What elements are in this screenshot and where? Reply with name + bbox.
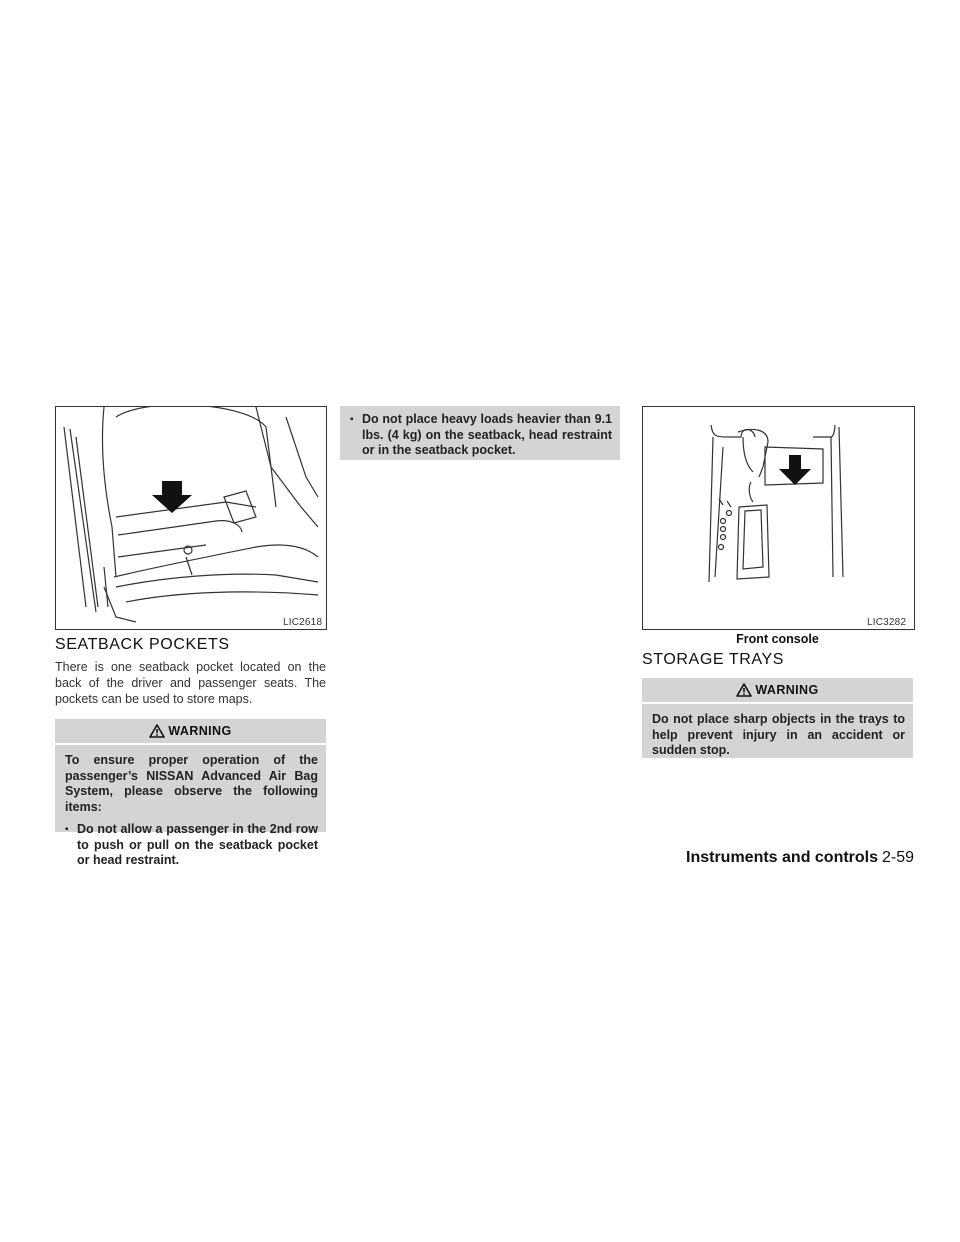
seatback-warning-continued [340,406,620,460]
seatback-warning-box [55,719,326,867]
front-console-illustration [643,407,914,629]
seatback-pocket-figure [55,406,327,630]
warning-item: ▪ Do not place heavy loads heavier than 9.1 lbs. (4 kg) on the seatback, head restraint or in the seatback pocket. [350,412,612,459]
figure-caption: Front console [736,632,819,646]
warning-intro: To ensure proper operation of the passenger’s NISSAN Advanced Air Bag System, please observe the following items: [65,753,318,814]
storage-warning-box [642,678,913,758]
warning-body: Do not place sharp objects in the trays to help prevent injury in an accident or sudden stop. [652,712,905,757]
footer-section-title: Instruments and controls [686,849,879,866]
front-console-figure [642,406,915,630]
warning-triangle-icon [736,683,752,697]
warning-triangle-icon [149,724,165,738]
warning-item: ▪ Do not allow a passenger in the 2nd row to push or pull on the seatback pocket or head restraint. [65,822,318,869]
seatback-description: There is one seatback pocket located on the back of the driver and passenger seats. The pockets can be used to store maps. [55,660,326,706]
figure-code-right: LIC3282 [867,617,907,628]
warning-body-continued [340,406,620,467]
page-number: 2-59 [882,849,915,866]
warning-label: WARNING [755,683,819,697]
warning-body [55,745,326,877]
figure-code-left: LIC2618 [283,617,323,628]
section-title-storage-trays: STORAGE TRAYS [642,651,785,668]
section-title-seatback-pockets: SEATBACK POCKETS [55,636,230,653]
seatback-pocket-illustration [56,407,326,629]
warning-label: WARNING [168,724,232,738]
warning-header [55,719,326,745]
warning-header [642,678,913,704]
